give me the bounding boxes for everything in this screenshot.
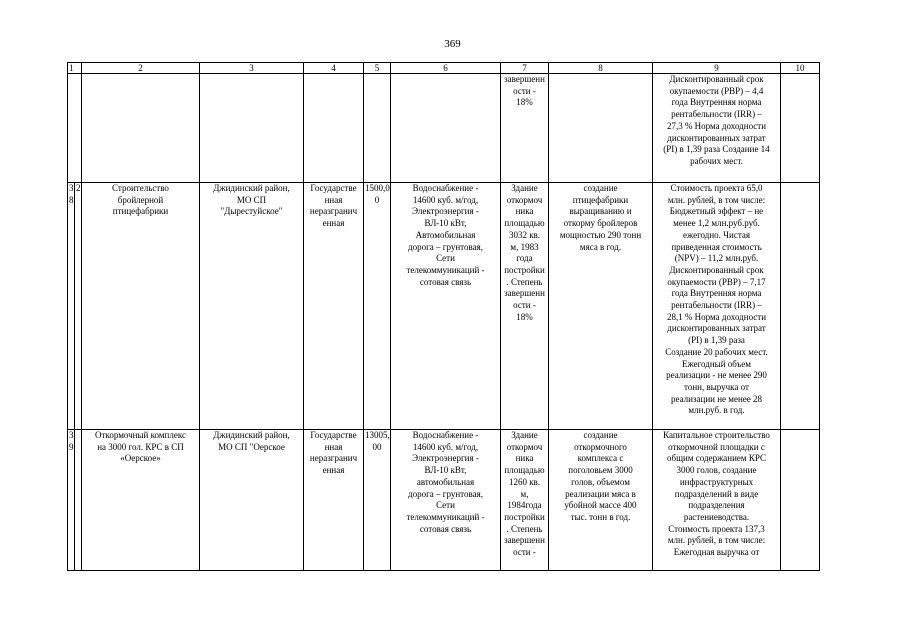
cell-ownership: Государстве нная неразгранич енная	[304, 430, 364, 571]
table-row	[68, 430, 820, 571]
table-row	[68, 74, 820, 183]
cell-economics: Дисконтированный срок окупаемости (PBP) – 4,4 года Внутренняя норма рентабельности (IRR) – 27,3 % Норма доходности дисконтированных затрат (PI) в 1,39 раза Создание 14 рабочих мест.	[653, 74, 781, 183]
cell-objects: завершенн ости - 18%	[501, 74, 549, 183]
cell-objects: Здание откормоч ника площадью 3032 кв. м, 1983 года постройки . Степень завершенн ости - 18%	[501, 183, 549, 430]
cell-area: 13005, 00	[364, 430, 391, 571]
cell-economics: Стоимость проекта 65,0 млн. рублей, в том числе: Бюджетный эффект – не менее 1,2 млн.руб.руб. ежегодно. Чистая приведенная стоимость (NPV) – 11,2 млн.руб. Дисконтированный срок окупаемости (PBP) – 7,17 года Внутренняя норма рентабельности (IRR) – 28,1 % Норма доходности дисконтированных затрат (PI) в 1,39 раза Создание 20 рабочих мест. Ежегодный объем реализации - не менее 290 тонн, выручка от реализации не менее 28 млн.руб. в год.	[653, 183, 781, 430]
col-num-7: 7	[501, 63, 549, 74]
cell-name: Строительство бройлерной птицефабрики	[82, 183, 200, 430]
cell-infrastructure: Водоснабжение - 14600 куб. м/год, Электроэнергия - ВЛ-10 кВт, Автомобильная дорога – грунтовая, Сети телекоммуникаций - сотовая связь	[391, 183, 501, 430]
col-num-6: 6	[391, 63, 501, 74]
col-num-4: 4	[304, 63, 364, 74]
cell-ownership: Государстве нная неразгранич енная	[304, 183, 364, 430]
cell-area: 1500,0 0	[364, 183, 391, 430]
cell-goal: создание птицефабрики выращиванию и откорму бройлеров мощностью 290 тонн мяса в год.	[549, 183, 653, 430]
cell-ownership	[304, 74, 364, 183]
cell-note	[781, 430, 820, 571]
cell-infrastructure	[391, 74, 501, 183]
cell-name: Откормочный комплекс на 3000 гол. КРС в СП «Оерское»	[82, 430, 200, 571]
cell-area	[364, 74, 391, 183]
cell-goal	[549, 74, 653, 183]
cell-note	[781, 183, 820, 430]
col-num-8: 8	[549, 63, 653, 74]
cell-name	[82, 74, 200, 183]
cell-location: Джидинский район, МО СП "Дырестуйское"	[200, 183, 304, 430]
col-num-1: 1	[68, 63, 82, 74]
cell-note	[781, 74, 820, 183]
col-num-5: 5	[364, 63, 391, 74]
col-num-9: 9	[653, 63, 781, 74]
cell-number: 3 9	[68, 430, 75, 571]
cell-subnumber: 2	[75, 183, 82, 430]
cell-economics: Капитальное строительство откормочной площадки с общим содержанием КРС 3000 голов, создание инфраструктурных подразделений в виде подразделения растениеводства. Стоимость проекта 137,3 млн. рублей, в том числе: Ежегодная выручка от	[653, 430, 781, 571]
column-number-row	[68, 63, 820, 74]
cell-location: Джидинский район, МО СП "Оерское	[200, 430, 304, 571]
cell-subnumber	[75, 430, 82, 571]
cell-number: 3 8	[68, 183, 75, 430]
cell-objects: Здание откормоч ника площадью 1260 кв. м, 1984года постройки . Степень завершенн ости -	[501, 430, 549, 571]
col-num-10: 10	[781, 63, 820, 74]
col-num-2: 2	[82, 63, 200, 74]
cell-number	[68, 74, 82, 183]
col-num-3: 3	[200, 63, 304, 74]
table-row	[68, 183, 820, 430]
cell-location	[200, 74, 304, 183]
page-number: 369	[444, 38, 461, 50]
cell-infrastructure: Водоснабжение - 14600 куб. м/год, Электроэнергия - ВЛ-10 кВт, автомобильная дорога – грунтовая, Сети телекоммуникаций - сотовая связь	[391, 430, 501, 571]
cell-goal: создание откормочного комплекса с поголовьем 3000 голов, объемом реализации мяса в убойной массе 400 тыс. тонн в год.	[549, 430, 653, 571]
projects-table	[67, 62, 820, 571]
